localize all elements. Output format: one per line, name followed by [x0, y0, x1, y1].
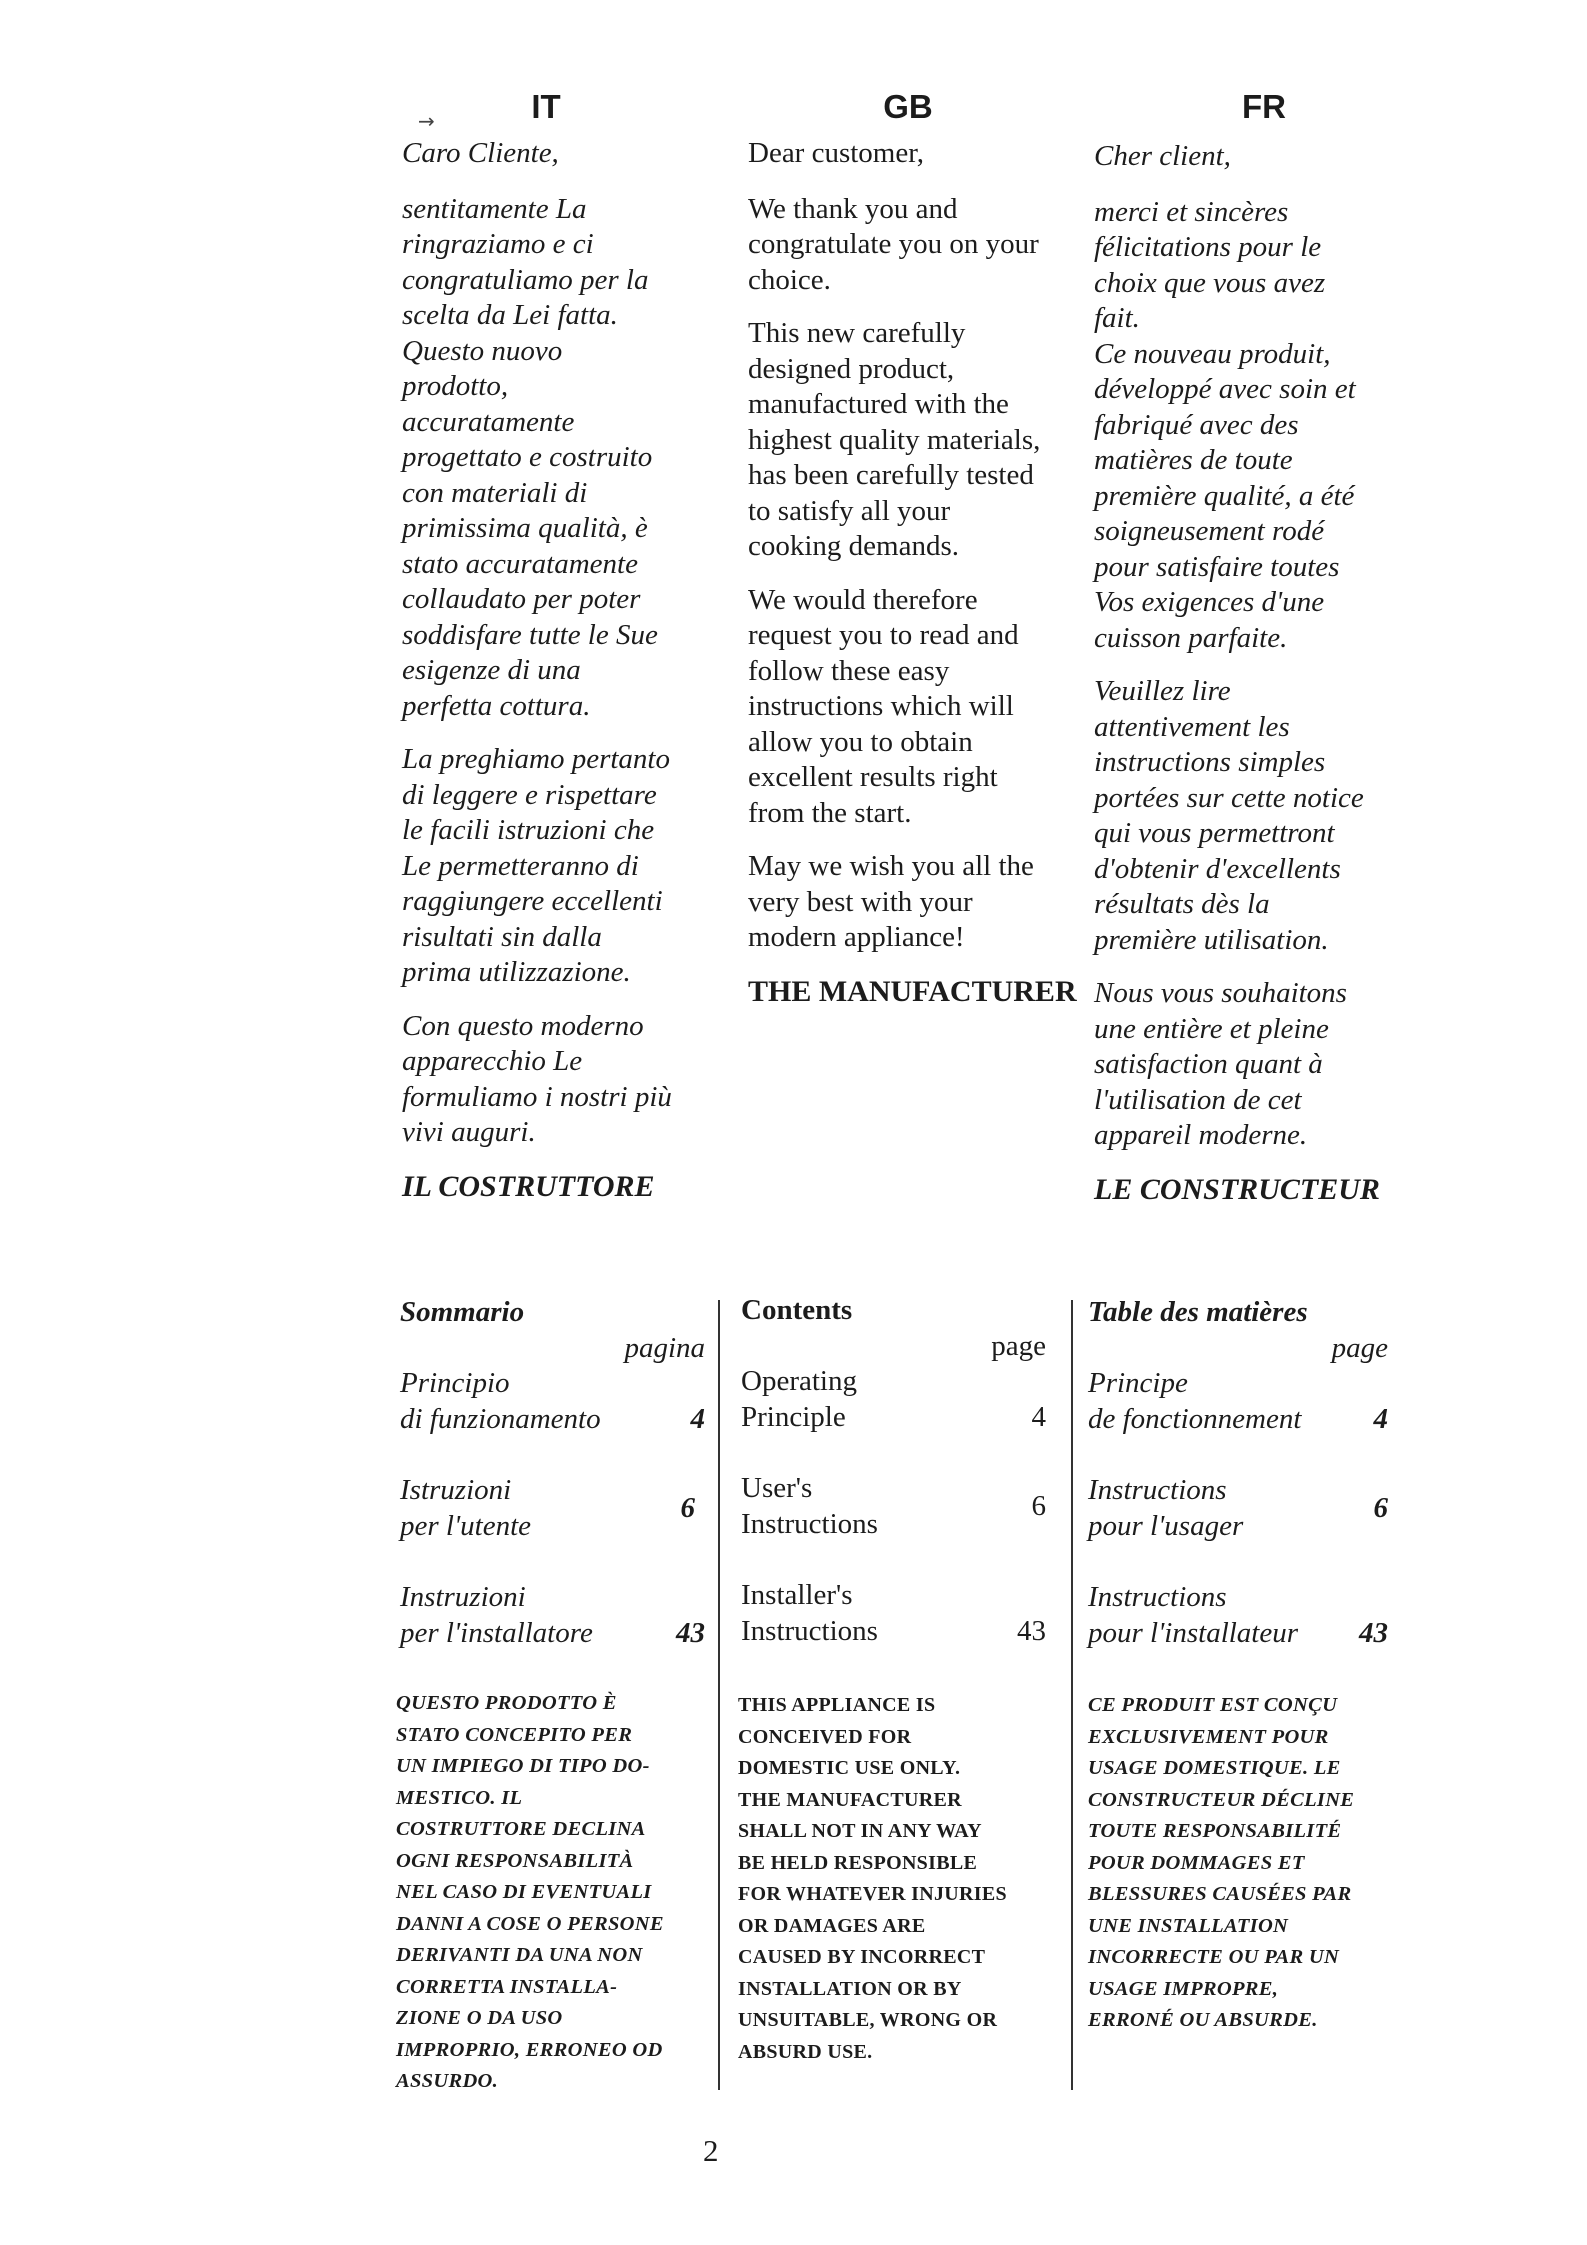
- text-line: NEL CASO DI EVENTUALI: [396, 1881, 652, 1903]
- toc-entry-line: per l'installatore: [400, 1616, 593, 1649]
- toc-entry-line: per l'utente: [400, 1509, 532, 1542]
- toc-entry: [1088, 1473, 1388, 1544]
- text-line: fabriqué avec des: [1094, 408, 1299, 441]
- text-line: USAGE DOMESTIQUE. LE: [1088, 1757, 1341, 1779]
- text-line: from the start.: [748, 796, 912, 829]
- scan-mark: →: [418, 109, 435, 133]
- toc-entry-line: Installer's: [741, 1579, 853, 1611]
- text-line: satisfaction quant à: [1094, 1048, 1323, 1080]
- text-line: prima utilizzazione.: [402, 956, 631, 988]
- text-line: merci et sincères: [1094, 195, 1289, 228]
- text-line: THIS APPLIANCE IS: [738, 1694, 936, 1716]
- toc-entry-page: 6: [680, 1491, 695, 1524]
- intro-gb: [748, 136, 1078, 1027]
- toc-entry-line: Istruzioni: [400, 1474, 512, 1506]
- text-line: apparecchio Le: [402, 1045, 583, 1077]
- text-line: cooking demands.: [748, 530, 960, 562]
- text-line: STATO CONCEPITO PER: [396, 1723, 633, 1746]
- text-line: développé avec soin et: [1094, 373, 1356, 405]
- toc-entry-line: Instructions: [1088, 1581, 1227, 1613]
- text-line: DANNI A COSE O PERSONE: [396, 1912, 664, 1935]
- text-line: DOMESTIC USE ONLY.: [738, 1757, 961, 1779]
- greeting-gb: Dear customer,: [748, 137, 924, 169]
- text-line: highest quality materials,: [748, 423, 1041, 456]
- text-line: allow you to obtain: [748, 725, 973, 758]
- toc-entry: [1088, 1580, 1388, 1651]
- intro-it-p2: [402, 742, 732, 991]
- text-line: congratulate you on your: [748, 228, 1039, 260]
- text-line: UN IMPIEGO DI TIPO DO-: [396, 1755, 650, 1777]
- text-line: ringraziamo e ci: [402, 228, 594, 260]
- text-line: l'utilisation de cet: [1094, 1083, 1302, 1116]
- text-line: choice.: [748, 263, 831, 296]
- toc-entry: [400, 1580, 705, 1651]
- text-line: Questo nuovo: [402, 334, 563, 367]
- text-line: SHALL NOT IN ANY WAY: [738, 1820, 982, 1842]
- toc-entry-page: 4: [690, 1402, 705, 1435]
- text-line: USAGE IMPROPRE,: [1088, 1977, 1279, 2000]
- intro-it-p3: [402, 1009, 732, 1151]
- text-line: has been carefully tested: [748, 459, 1034, 491]
- text-line: choix que vous avez: [1094, 266, 1326, 299]
- text-line: ASSURDO.: [396, 2070, 499, 2092]
- text-line: résultats dès la: [1094, 888, 1270, 920]
- toc-entry-line: Instructions: [1088, 1474, 1227, 1506]
- text-line: DERIVANTI DA UNA NON: [396, 1944, 643, 1966]
- text-line: modern appliance!: [748, 921, 965, 953]
- text-line: instructions which will: [748, 690, 1014, 722]
- text-line: progettato e costruito: [402, 441, 653, 473]
- page-number: 2: [703, 2133, 719, 2168]
- text-line: This new carefully: [748, 317, 966, 349]
- lang-header-fr: FR: [1242, 88, 1286, 125]
- text-line: première utilisation.: [1094, 923, 1329, 956]
- toc-entry-line: User's: [741, 1472, 813, 1504]
- text-line: TOUTE RESPONSABILITÉ: [1088, 1820, 1342, 1842]
- toc-entry-page: 6: [1373, 1491, 1388, 1524]
- text-line: to satisfy all your: [748, 494, 951, 527]
- intro-fr-p2: [1094, 674, 1434, 958]
- text-line: esigenze di una: [402, 654, 581, 686]
- text-line: We would therefore: [748, 583, 978, 616]
- toc-page-label-fr: page: [1331, 1331, 1388, 1364]
- toc-entry-page: 4: [1373, 1402, 1388, 1435]
- text-line: Nous vous souhaitons: [1094, 977, 1347, 1009]
- text-line: BLESSURES CAUSÉES PAR: [1088, 1883, 1352, 1905]
- warning-it: [396, 1688, 716, 2098]
- text-line: manufactured with the: [748, 388, 1009, 420]
- text-line: fait.: [1094, 302, 1140, 334]
- text-line: première qualité, a été: [1094, 479, 1355, 512]
- column-divider-left: [718, 1300, 720, 2090]
- text-line: Veuillez lire: [1094, 675, 1231, 707]
- greeting-fr: Cher client,: [1094, 140, 1231, 172]
- text-line: matières de toute: [1094, 444, 1293, 476]
- text-line: request you to read and: [748, 619, 1019, 651]
- text-line: Vos exigences d'une: [1094, 586, 1325, 618]
- intro-gb-p4: [748, 849, 1078, 956]
- toc-entry-line: de fonctionnement: [1088, 1402, 1302, 1435]
- text-line: primissima qualità, è: [402, 512, 648, 544]
- toc-entry-line: Instructions: [741, 1507, 878, 1540]
- toc-entry: [741, 1471, 1046, 1542]
- text-line: accuratamente: [402, 405, 575, 438]
- text-line: risultati sin dalla: [402, 920, 602, 953]
- warning-gb: [738, 1690, 1068, 2068]
- text-line: INCORRECTE OU PAR UN: [1088, 1946, 1340, 1968]
- text-line: excellent results right: [748, 761, 998, 793]
- toc-entry: [1088, 1366, 1388, 1437]
- text-line: INSTALLATION OR BY: [738, 1977, 962, 2000]
- text-line: UNSUITABLE, WRONG OR: [738, 2009, 998, 2031]
- intro-it: [402, 136, 732, 1222]
- text-line: ZIONE O DA USO: [396, 2007, 563, 2029]
- text-line: portées sur cette notice: [1094, 781, 1364, 814]
- text-line: con materiali di: [402, 476, 588, 509]
- toc-gb: [741, 1293, 1046, 1685]
- text-line: appareil moderne.: [1094, 1119, 1308, 1151]
- toc-entry-line: di funzionamento: [400, 1402, 601, 1435]
- text-line: designed product,: [748, 352, 955, 385]
- text-line: CORRETTA INSTALLA-: [396, 1975, 618, 1998]
- toc-entry: [400, 1473, 705, 1544]
- text-line: le facili istruzioni che: [402, 814, 655, 846]
- intro-gb-p1: [748, 192, 1078, 299]
- text-line: formuliamo i nostri più: [402, 1080, 672, 1113]
- text-line: EXCLUSIVEMENT POUR: [1088, 1725, 1329, 1748]
- text-line: Ce nouveau produit,: [1094, 337, 1331, 370]
- text-line: We thank you and: [748, 192, 958, 225]
- toc-entry-line: Principle: [741, 1400, 846, 1433]
- text-line: félicitations pour le: [1094, 231, 1322, 263]
- signature-gb: THE MANUFACTURER: [748, 974, 1077, 1008]
- toc-title-fr: Table des matières: [1088, 1296, 1308, 1328]
- intro-gb-p3: [748, 583, 1078, 832]
- text-line: QUESTO PRODOTTO È: [396, 1692, 617, 1714]
- text-line: sentitamente La: [402, 192, 587, 225]
- text-line: CE PRODUIT EST CONÇU: [1088, 1694, 1338, 1716]
- toc-entry-line: pour l'usager: [1088, 1509, 1244, 1542]
- text-line: congratuliamo per la: [402, 263, 649, 296]
- text-line: scelta da Lei fatta.: [402, 299, 618, 331]
- text-line: vivi auguri.: [402, 1116, 536, 1148]
- text-line: collaudato per poter: [402, 583, 641, 615]
- text-line: Le permetteranno di: [402, 849, 639, 882]
- toc-entry-page: 43: [1359, 1616, 1388, 1649]
- text-line: POUR DOMMAGES ET: [1088, 1851, 1305, 1874]
- toc-page-label-gb: page: [991, 1329, 1046, 1362]
- text-line: stato accuratamente: [402, 547, 638, 580]
- toc-entry: [741, 1578, 1046, 1649]
- text-line: pour satisfaire toutes: [1094, 550, 1340, 583]
- text-line: OGNI RESPONSABILITÀ: [396, 1849, 634, 1872]
- text-line: raggiungere eccellenti: [402, 885, 663, 917]
- text-line: CAUSED BY INCORRECT: [738, 1946, 986, 1968]
- text-line: soddisfare tutte le Sue: [402, 618, 658, 651]
- text-line: very best with your: [748, 885, 973, 918]
- toc-entry-line: Principe: [1088, 1367, 1188, 1399]
- toc-entry-page: 43: [676, 1616, 705, 1649]
- column-divider-right: [1071, 1300, 1073, 2090]
- lang-header-gb: GB: [883, 88, 933, 125]
- text-line: OR DAMAGES ARE: [738, 1914, 926, 1937]
- text-line: MESTICO. IL: [396, 1786, 523, 1809]
- text-line: prodotto,: [402, 370, 509, 402]
- toc-entry: [400, 1366, 705, 1437]
- toc-entry-line: Principio: [400, 1367, 510, 1399]
- toc-entry-line: Instruzioni: [400, 1581, 526, 1613]
- toc-title-it: Sommario: [400, 1296, 525, 1328]
- text-line: instructions simples: [1094, 746, 1326, 778]
- toc-entry-page: 6: [1031, 1489, 1046, 1522]
- toc-it: [400, 1295, 705, 1687]
- toc-entry-page: 4: [1031, 1400, 1046, 1433]
- text-line: follow these easy: [748, 654, 950, 687]
- toc-title-gb: Contents: [741, 1294, 853, 1326]
- text-line: d'obtenir d'excellents: [1094, 852, 1341, 885]
- text-line: ABSURD USE.: [738, 2040, 873, 2063]
- text-line: cuisson parfaite.: [1094, 621, 1288, 654]
- toc-entry-line: pour l'installateur: [1088, 1616, 1299, 1649]
- text-line: di leggere e rispettare: [402, 778, 657, 811]
- text-line: IMPROPRIO, ERRONEO OD: [396, 2038, 663, 2061]
- intro-fr: [1094, 139, 1434, 1225]
- toc-page-label-it: pagina: [624, 1331, 705, 1364]
- text-line: BE HELD RESPONSIBLE: [738, 1851, 978, 1874]
- text-line: attentivement les: [1094, 710, 1290, 743]
- intro-fr-p1: [1094, 195, 1434, 657]
- lang-header-it: IT: [531, 88, 561, 125]
- intro-fr-p3: [1094, 976, 1434, 1154]
- toc-entry-line: Instructions: [741, 1614, 878, 1647]
- toc-entry: [741, 1364, 1046, 1435]
- text-line: Con questo moderno: [402, 1009, 644, 1042]
- signature-fr: LE CONSTRUCTEUR: [1094, 1172, 1380, 1206]
- warning-fr: [1088, 1690, 1418, 2037]
- greeting-it: Caro Cliente,: [402, 137, 559, 169]
- text-line: perfetta cottura.: [402, 689, 591, 722]
- intro-gb-p2: [748, 316, 1078, 565]
- text-line: COSTRUTTORE DECLINA: [396, 1818, 646, 1840]
- text-line: CONCEIVED FOR: [738, 1725, 912, 1748]
- text-line: La preghiamo pertanto: [402, 743, 670, 775]
- toc-entry-page: 43: [1017, 1614, 1046, 1647]
- text-line: THE MANUFACTURER: [738, 1788, 962, 1811]
- text-line: soigneusement rodé: [1094, 515, 1325, 547]
- text-line: une entière et pleine: [1094, 1012, 1329, 1045]
- text-line: UNE INSTALLATION: [1088, 1914, 1289, 1937]
- text-line: May we wish you all the: [748, 850, 1034, 882]
- intro-it-p1: [402, 192, 732, 725]
- text-line: FOR WHATEVER INJURIES: [738, 1883, 1007, 1905]
- signature-it: IL COSTRUTTORE: [402, 1169, 655, 1203]
- text-line: qui vous permettront: [1094, 817, 1335, 849]
- toc-entry-line: Operating: [741, 1365, 857, 1397]
- text-line: CONSTRUCTEUR DÉCLINE: [1088, 1788, 1355, 1811]
- toc-fr: [1088, 1295, 1388, 1687]
- text-line: ERRONÉ OU ABSURDE.: [1088, 2009, 1318, 2031]
